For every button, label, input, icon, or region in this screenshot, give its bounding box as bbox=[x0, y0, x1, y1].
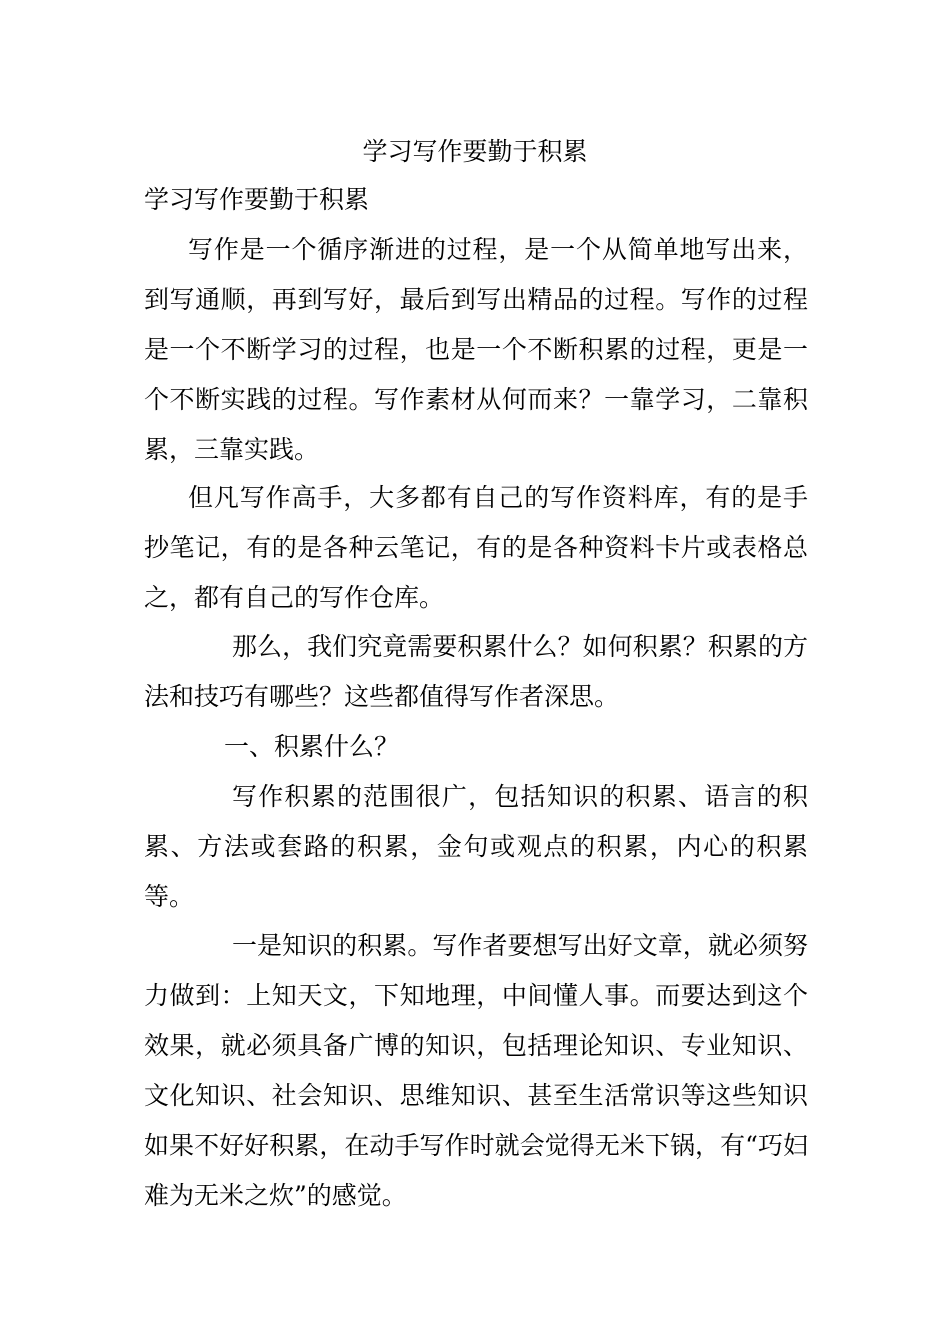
paragraph-writing-library: 但凡写作高手，大多都有自己的写作资料库，有的是手抄笔记，有的是各种云笔记，有的是各种资料卡片或表格总之，都有自己的写作仓库。 bbox=[144, 483, 808, 612]
paragraph-writing-process: 写作是一个循序渐进的过程，是一个从简单地写出来，到写通顺，再到写好，最后到写出精品的过程。写作的过程是一个不断学习的过程，也是一个不断积累的过程，更是一个不断实践的过程。写作素材从何而来？一靠学习，二靠积累，三靠实践。 bbox=[144, 235, 808, 464]
document-title: 学习写作要勤于积累 bbox=[362, 137, 588, 166]
section-heading-what-to-accumulate: 一、积累什么？ bbox=[224, 732, 400, 761]
paragraph-knowledge-accumulation: 一是知识的积累。写作者要想写出好文章，就必须努力做到：上知天文，下知地理，中间懂人事。而要达到这个效果，就必须具备广博的知识，包括理论知识、专业知识、文化知识、社会知识、思维知识、甚至生活常识等这些知识如果不好好积累，在动手写作时就会觉得无米下锅，有“巧妇难为无米之炊”的感觉。 bbox=[144, 931, 808, 1210]
paragraph-accumulation-scope: 写作积累的范围很广，包括知识的积累、语言的积累、方法或套路的积累，金句或观点的积累，内心的积累等。 bbox=[144, 782, 808, 911]
paragraph-questions: 那么，我们究竟需要积累什么？如何积累？积累的方法和技巧有哪些？这些都值得写作者深思。 bbox=[144, 632, 808, 711]
document-subtitle: 学习写作要勤于积累 bbox=[144, 185, 370, 214]
